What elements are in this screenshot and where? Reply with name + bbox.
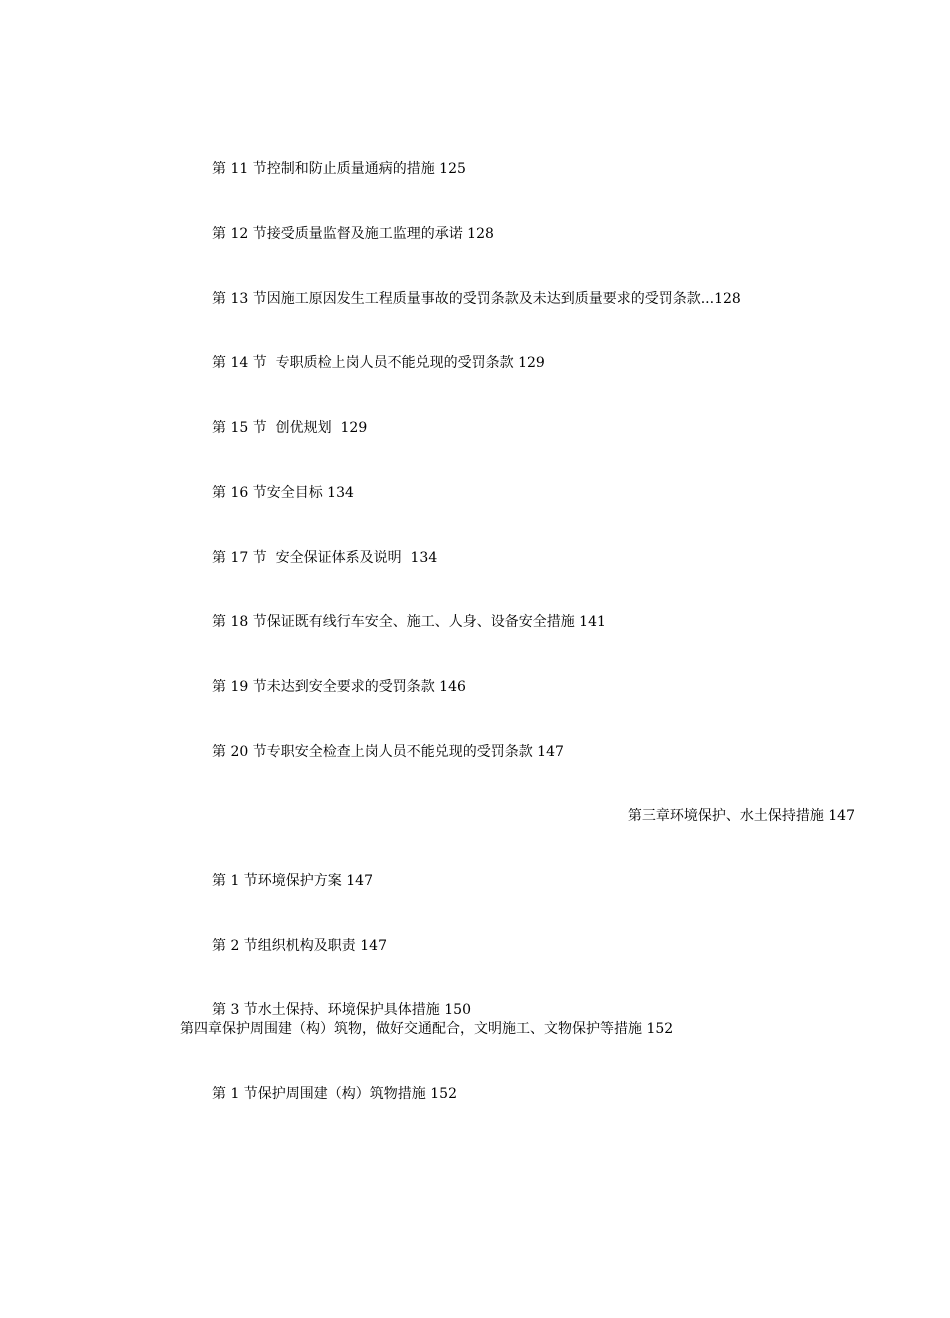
toc-entry-section-19: 第 19 节未达到安全要求的受罚条款 146 [212, 679, 466, 695]
toc-entry-section-18: 第 18 节保证既有线行车安全、施工、人身、设备安全措施 141 [212, 614, 606, 630]
toc-entry-section-11: 第 11 节控制和防止质量通病的措施 125 [212, 161, 466, 177]
toc-entry-section-15: 第 15 节 创优规划 129 [212, 420, 368, 436]
toc-entry-chapter-4: 第四章保护周围建（构）筑物，做好交通配合，文明施工、文物保护等措施 152 [180, 1021, 674, 1037]
toc-entry-section-20: 第 20 节专职安全检查上岗人员不能兑现的受罚条款 147 [212, 744, 564, 760]
toc-entry-section-13: 第 13 节因施工原因发生工程质量事故的受罚条款及未达到质量要求的受罚条款...128 [212, 291, 741, 307]
toc-entry-ch4-section-1: 第 1 节保护周围建（构）筑物措施 152 [212, 1086, 457, 1102]
toc-entry-ch3-section-3: 第 3 节水土保持、环境保护具体措施 150 [212, 1002, 471, 1018]
toc-entry-section-12: 第 12 节接受质量监督及施工监理的承诺 128 [212, 226, 494, 242]
toc-entry-section-16: 第 16 节安全目标 134 [212, 485, 354, 501]
toc-entry-ch3-section-2: 第 2 节组织机构及职责 147 [212, 938, 387, 954]
toc-entry-section-17: 第 17 节 安全保证体系及说明 134 [212, 550, 438, 566]
toc-entry-ch3-section-1: 第 1 节环境保护方案 147 [212, 873, 373, 889]
toc-entry-section-14: 第 14 节 专职质检上岗人员不能兑现的受罚条款 129 [212, 355, 545, 371]
toc-entry-chapter-3: 第三章环境保护、水土保持措施 147 [627, 808, 855, 824]
